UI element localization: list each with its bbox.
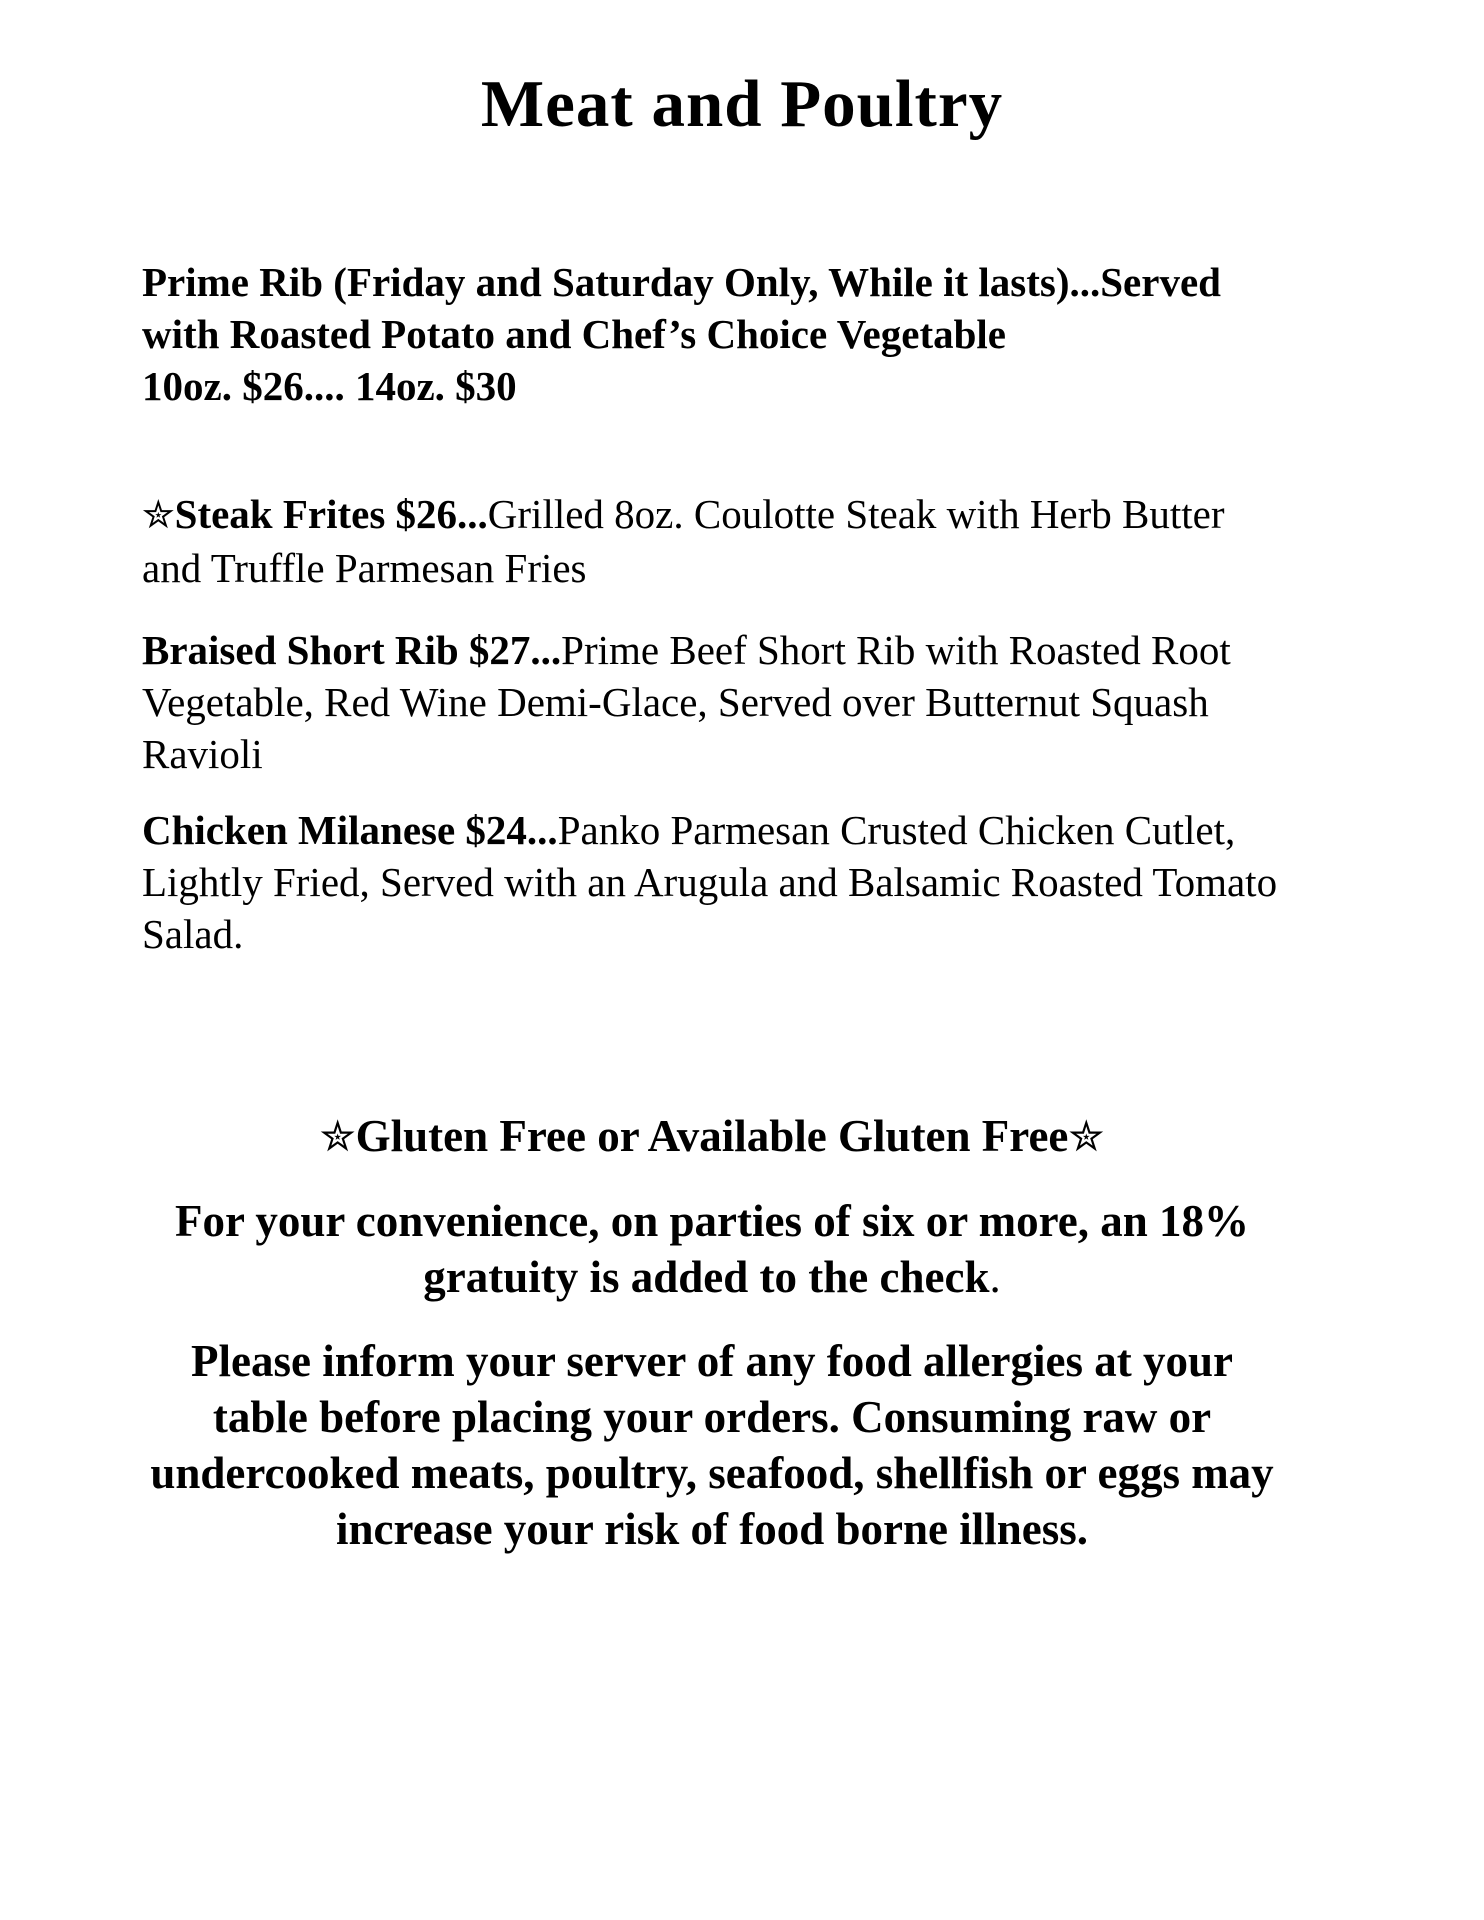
- menu-item-braised-short-rib: [142, 624, 1282, 780]
- item-name-braised-short-rib: Braised Short Rib $27...: [142, 627, 562, 673]
- page-title: Meat and Poultry: [480, 67, 1004, 141]
- item-name-steak-frites: Steak Frites $26...: [174, 491, 488, 537]
- item-price-prime-rib: 10oz. $26.... 14oz. $30: [142, 363, 517, 409]
- menu-item-steak-frites: [142, 488, 1282, 594]
- menu-item-chicken-milanese: [142, 804, 1282, 960]
- item-name-chicken-milanese: Chicken Milanese $24...: [142, 807, 558, 853]
- allergy-note: Please inform your server of any food allergies at your table before placing your orders. Consuming raw or undercooked meats, poultry, seafood, shellfish or eggs may increase your risk of food borne illness.: [150, 1336, 1274, 1554]
- item-description-braised-short-rib: Prime Beef Short Rib with Roasted Root Vegetable, Red Wine Demi-Glace, Served over Butternut Squash Ravioli: [142, 627, 1231, 777]
- item-name-prime-rib: Prime Rib (Friday and Saturday Only, While it lasts)...Served with Roasted Potato and Chef’s Choice Vegetable: [142, 259, 1221, 357]
- gratuity-note: [142, 1193, 1282, 1305]
- item-description-chicken-milanese: Panko Parmesan Crusted Chicken Cutlet, Lightly Fried, Served with an Arugula and Balsamic Roasted Tomato Salad.: [142, 807, 1278, 957]
- menu-section: [142, 256, 1282, 1557]
- gluten-free-star-left-icon: ✮: [319, 1112, 356, 1162]
- menu-item-prime-rib: [142, 256, 1282, 412]
- gratuity-note-text: For your convenience, on parties of six or more, an 18% gratuity is added to the check: [174, 1196, 1250, 1302]
- gluten-free-star-right-icon: ✮: [1068, 1112, 1105, 1162]
- item-description-steak-frites: Grilled 8oz. Coulotte Steak with Herb Butter and Truffle Parmesan Fries: [142, 491, 1225, 591]
- gluten-free-star-icon: ✮: [142, 493, 175, 538]
- footer-notes: [142, 1108, 1282, 1557]
- gluten-free-note: [142, 1108, 1282, 1165]
- gluten-free-note-text: Gluten Free or Available Gluten Free: [355, 1111, 1069, 1161]
- gratuity-note-period: .: [989, 1252, 1001, 1302]
